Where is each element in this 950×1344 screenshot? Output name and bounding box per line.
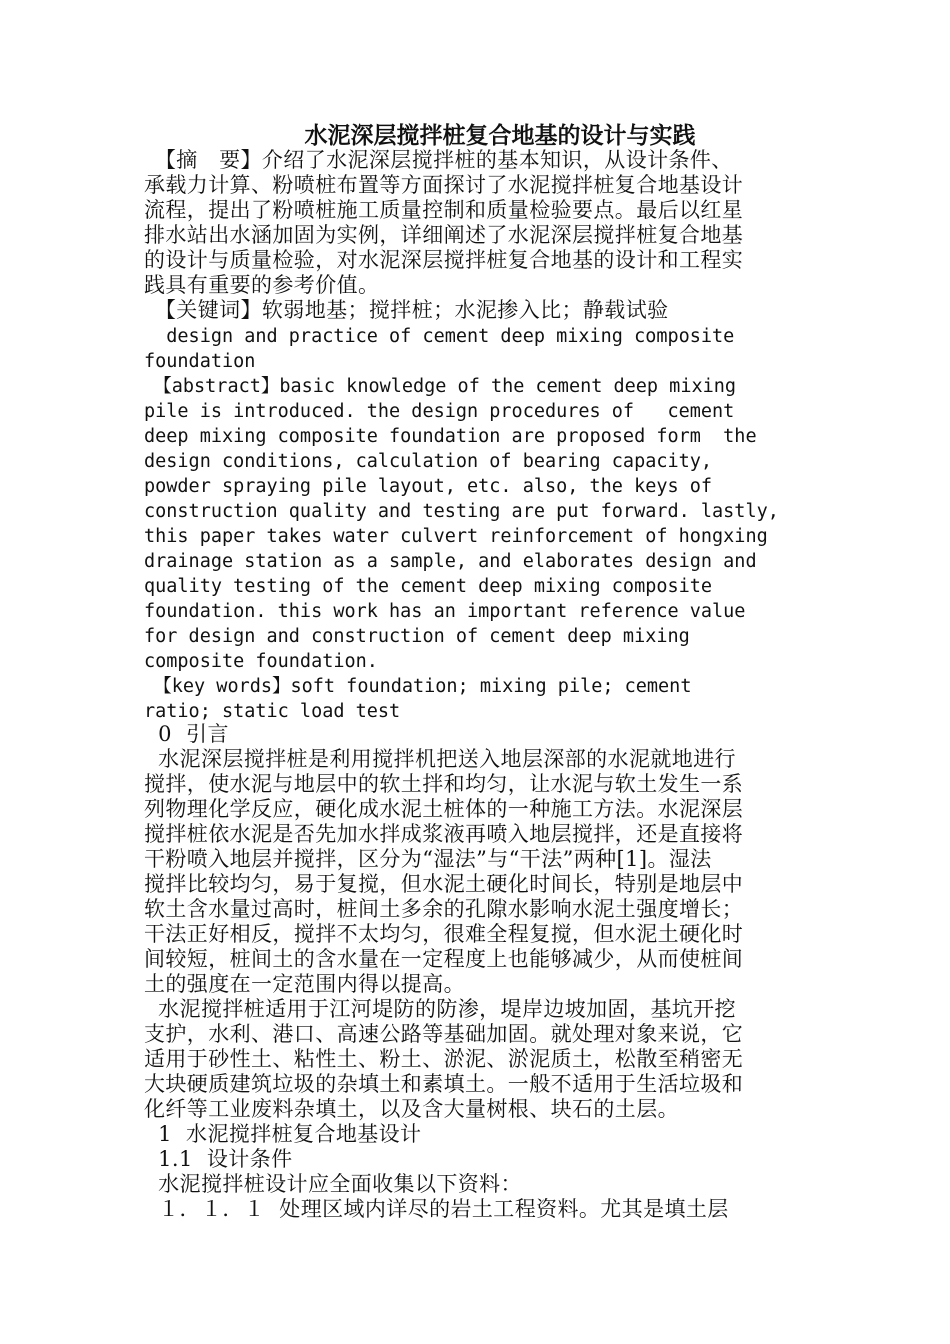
abstract-en-line: pile is introduced. the design procedures of cement <box>144 401 735 422</box>
abstract-en-line: construction quality and testing are put forward. lastly, <box>144 501 779 522</box>
abstract-cn-line: 【摘 要】介绍了水泥深层搅拌桩的基本知识，从设计条件、 <box>144 148 733 172</box>
subsection-heading: 1.1 设计条件 <box>144 1147 293 1171</box>
abstract-en-line: for design and construction of cement deep mixing <box>144 626 690 647</box>
abstract-en-line: powder spraying pile layout, etc. also, the keys of <box>144 476 713 497</box>
abstract-en-line: design conditions, calculation of bearing capacity, <box>144 451 713 472</box>
body-line: 土的强度在一定范围内得以提高。 <box>144 972 465 996</box>
body-line: 干法正好相反，搅拌不太均匀，很难全程复搅，但水泥土硬化时 <box>144 922 744 946</box>
english-title-line: design and practice of cement deep mixing composite <box>144 326 735 347</box>
keywords-cn-line: 【关键词】软弱地基；搅拌桩；水泥掺入比；静载试验 <box>144 298 669 322</box>
body-line: 水泥搅拌桩适用于江河堤防的防渗，堤岸边坡加固，基坑开挖 <box>144 997 736 1021</box>
body-line: 适用于砂性土、粘性土、粉土、淤泥、淤泥质土，松散至稍密无 <box>144 1047 744 1071</box>
section-heading: 0 引言 <box>144 722 229 746</box>
body-line: 搅拌，使水泥与地层中的软土拌和均匀，让水泥与软土发生一系 <box>144 772 744 796</box>
body-line: 搅拌比较均匀，易于复搅，但水泥土硬化时间长，特别是地层中 <box>144 872 744 896</box>
keywords-en-line: ratio; static load test <box>144 701 401 722</box>
body-line: 软土含水量过高时，桩间土多余的孔隙水影响水泥土强度增长； <box>144 897 744 921</box>
body-line: 支护，水利、港口、高速公路等基础加固。就处理对象来说，它 <box>144 1022 744 1046</box>
abstract-cn-line: 流程，提出了粉喷桩施工质量控制和质量检验要点。最后以红星 <box>144 198 744 222</box>
abstract-en-line: quality testing of the cement deep mixing composite <box>144 576 713 597</box>
english-title-line: foundation <box>144 351 256 372</box>
abstract-en-line: this paper takes water culvert reinforcement of hongxing <box>144 526 768 547</box>
abstract-en-line: composite foundation. <box>144 651 378 672</box>
abstract-cn-line: 践具有重要的参考价值。 <box>144 273 380 297</box>
abstract-cn-line: 承载力计算、粉喷桩布置等方面探讨了水泥搅拌桩复合地基设计 <box>144 173 744 197</box>
article-title: 水泥深层搅拌桩复合地基的设计与实践 <box>304 122 696 149</box>
abstract-cn-line: 排水站出水涵加固为实例，详细阐述了水泥深层搅拌桩复合地基 <box>144 223 744 247</box>
abstract-en-line: foundation. this work has an important reference value <box>144 601 746 622</box>
abstract-cn-line: 的设计与质量检验，对水泥深层搅拌桩复合地基的设计和工程实 <box>144 248 744 272</box>
body-line: 水泥深层搅拌桩是利用搅拌机把送入地层深部的水泥就地进行 <box>144 747 736 771</box>
abstract-en-line: 【abstract】basic knowledge of the cement deep mixing <box>144 376 737 397</box>
abstract-en-line: drainage station as a sample, and elaborates design and <box>144 551 757 572</box>
body-line: 间较短，桩间土的含水量在一定程度上也能够减少，从而使桩间 <box>144 947 744 971</box>
body-line: 化纤等工业废料杂填土，以及含大量树根、块石的土层。 <box>144 1097 679 1121</box>
body-line: 干粉喷入地层并搅拌，区分为“湿法”与“干法”两种[1]。湿法 <box>144 847 712 871</box>
abstract-en-line: deep mixing composite foundation are proposed form the <box>144 426 757 447</box>
section-heading: 1 水泥搅拌桩复合地基设计 <box>144 1122 422 1146</box>
body-line: 水泥搅拌桩设计应全面收集以下资料： <box>144 1172 522 1196</box>
body-line: 大块硬质建筑垃圾的杂填土和素填土。一般不适用于生活垃圾和 <box>144 1072 744 1096</box>
body-line: 搅拌桩依水泥是否先加水拌成浆液再喷入地层搅拌，还是直接将 <box>144 822 744 846</box>
body-line: １．１．１ 处理区域内详尽的岩土工程资料。尤其是填土层 <box>144 1197 729 1221</box>
keywords-en-line: 【key words】soft foundation; mixing pile; cement <box>144 676 692 697</box>
body-line: 列物理化学反应，硬化成水泥土桩体的一种施工方法。水泥深层 <box>144 797 744 821</box>
